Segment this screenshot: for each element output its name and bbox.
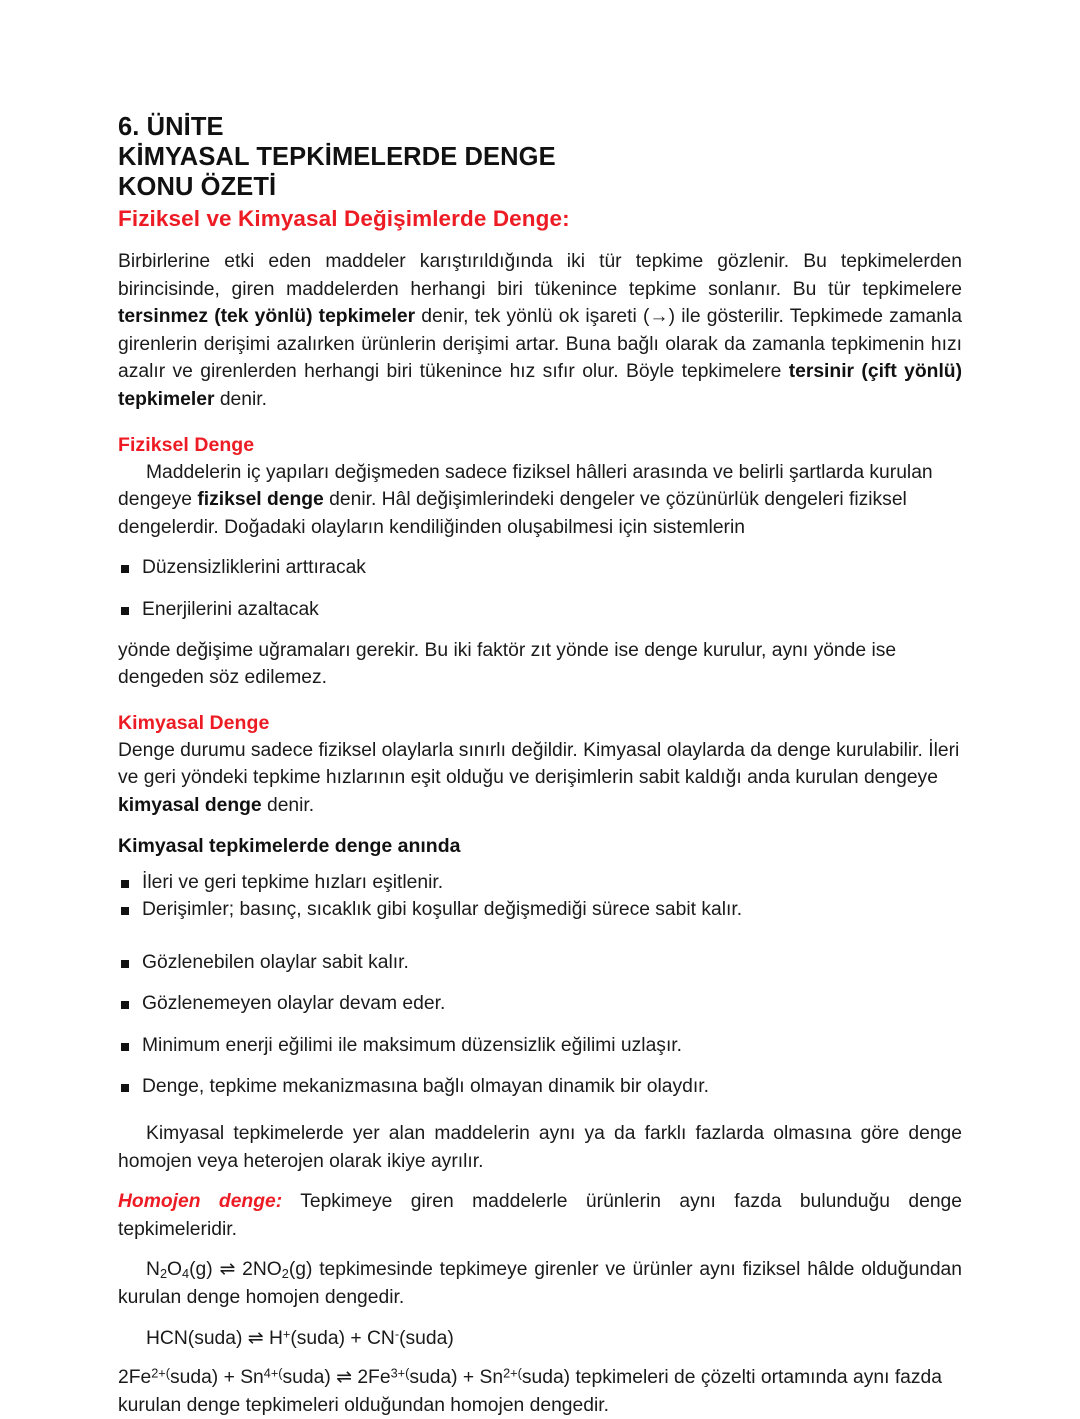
main-heading: Fiziksel ve Kimyasal Değişimlerde Denge:: [118, 206, 570, 231]
intro-text-3: denir.: [214, 388, 267, 410]
list-item-label: Derişimler; basınç, sıcaklık gibi koşullar değişmediği sürece sabit kalır.: [142, 899, 743, 921]
fiziksel-bold-1: fiziksel denge: [197, 489, 324, 511]
document-title-block: [118, 112, 962, 202]
list-item-label: Düzensizliklerini arttıracak: [142, 557, 366, 579]
document-content: [118, 112, 962, 1419]
kimyasal-denge-closing: Kimyasal tepkimelerde yer alan maddelerin aynı ya da farklı fazlarda olmasına göre denge homojen veya heterojen olarak ikiye ayrılır.: [118, 1123, 962, 1172]
list-item-label: Gözlenemeyen olaylar devam eder.: [142, 993, 446, 1015]
intro-text-2: denir, tek yönlü ok işareti (→) ile gösterilir. Tepkimede zamanla girenlerin derişimi azalırken ürünlerin derişimi artar. Buna bağlı olarak da zamanla tepkimenin hızı azalır ve girenlerden herhangi biri tükenince hız sıfır olur. Böyle tepkimelere: [118, 306, 962, 383]
kimyasal-text-1: Denge durumu sadece fiziksel olaylarla sınırlı değildir. Kimyasal olaylarda da denge kurulabilir. İleri ve geri yöndeki tepkime hızlarının eşit olduğu ve derişimlerin sabit kaldığı anda kurulan dengeye: [118, 739, 960, 789]
heading-fiziksel-denge: Fiziksel Denge: [118, 433, 255, 456]
heading-kimyasal-denge: Kimyasal Denge: [118, 711, 270, 734]
square-bullet-icon: [121, 1084, 129, 1092]
homojen-example-2: [118, 1325, 962, 1353]
fiziksel-denge-closing: yönde değişime uğramaları gerekir. Bu iki faktör zıt yönde ise denge kurulur, aynı yönde ise dengeden söz edilemez.: [118, 639, 897, 689]
kimyasal-denge-bullet-list: [118, 949, 962, 1101]
list-item: [118, 990, 962, 1018]
list-item: [118, 554, 962, 582]
formula-fe-sn: $2Fe^{2+(}suda$) + $Sn^{4+(}suda$) ⇌ $2Fe^{3+(}suda$) + $Sn^{2+(}suda$): [118, 1365, 571, 1389]
homojen-example-3: [118, 1364, 962, 1419]
square-bullet-icon: [121, 565, 129, 573]
square-bullet-icon: [121, 880, 129, 888]
kimyasal-bold-1: kimyasal denge: [118, 794, 262, 816]
list-item-label: Gözlenebilen olaylar sabit kalır.: [142, 951, 409, 973]
kimyasal-text-2: denir.: [261, 794, 315, 816]
list-item: [118, 896, 962, 924]
square-bullet-icon: [121, 960, 129, 968]
square-bullet-icon: [121, 907, 129, 915]
fiziksel-text-2: denir. Hâl değişimlerindeki dengeler ve çözünürlük dengeleri fiziksel dengelerdir. Doğadaki olayların kendiliğinden oluşabilmesi için sistemlerin: [118, 489, 907, 538]
homojen-denge-text: Tepkimeye giren maddelerle ürünlerin aynı fazda bulunduğu denge tepkimeleridir.: [118, 1191, 962, 1240]
intro-bold-2: tersinir (çift yönlü) tepkimeler: [118, 361, 962, 410]
list-item-label: Enerjilerini azaltacak: [142, 598, 319, 620]
list-item: [118, 1032, 962, 1060]
spacer: [118, 937, 962, 949]
homojen-denge-definition: [118, 1188, 962, 1243]
homojen-example-3-text: tepkimeleri de çözelti ortamında aynı fazda kurulan denge tepkimeleri olduğundan homojen dengedir.: [118, 1367, 942, 1416]
equilibrium-arrow-icon: ⇌: [336, 1367, 352, 1389]
kimyasal-denge-paragraph: [118, 737, 962, 820]
intro-paragraph: [118, 248, 962, 414]
square-bullet-icon: [121, 1043, 129, 1051]
kimyasal-denge-bullet-list-dense: [118, 869, 962, 924]
homojen-example-1: [118, 1256, 962, 1311]
fiziksel-denge-paragraph: [118, 459, 962, 542]
homojen-denge-label: Homojen denge:: [118, 1191, 283, 1213]
list-item-label: İleri ve geri tepkime hızları eşitlenir.: [142, 871, 444, 893]
list-item: [118, 596, 962, 624]
intro-text-1: Birbirlerine etki eden maddeler karıştırıldığında iki tür tepkime gözlenir. Bu tepkimelerden birincisinde, giren maddelerden herhangi biri tükenince tepkime sonlanır. Bu tür tepkimelere: [118, 251, 962, 300]
subheading-denge-aninda: Kimyasal tepkimelerde denge anında: [118, 834, 461, 857]
unit-label: 6. ÜNİTE: [118, 113, 224, 141]
list-item: [118, 869, 962, 897]
formula-n2o4: $N_2O_4(g)$ ⇌ $2NO_2(g)$: [146, 1259, 313, 1282]
square-bullet-icon: [121, 1001, 129, 1009]
formula-hcn: HCN(suda) ⇌ H+(suda) + CN-(suda): [146, 1325, 454, 1349]
homojen-example-1-text: tepkimesinde tepkimeye girenler ve ürünler aynı fiziksel hâlde olduğundan kurulan denge homojen dengedir.: [118, 1259, 962, 1309]
fiziksel-denge-bullet-list: [118, 554, 962, 623]
list-item: [118, 949, 962, 977]
intro-bold-1: tersinmez (tek yönlü) tepkimeler: [118, 306, 416, 328]
fiziksel-text-1: Maddelerin iç yapıları değişmeden sadece fiziksel hâlleri arasında ve belirli şartlarda kurulan dengeye: [118, 461, 933, 511]
list-item-label: Denge, tepkime mekanizmasına bağlı olmayan dinamik bir olaydır.: [142, 1076, 709, 1098]
document-kind: KONU ÖZETİ: [118, 173, 277, 201]
square-bullet-icon: [121, 607, 129, 615]
equilibrium-arrow-icon: ⇌: [247, 1327, 264, 1349]
unit-title: KİMYASAL TEPKİMELERDE DENGE: [118, 143, 556, 171]
list-item-label: Minimum enerji eğilimi ile maksimum düzensizlik eğilimi uzlaşır.: [142, 1034, 683, 1056]
equilibrium-arrow-icon: ⇌: [219, 1259, 236, 1281]
list-item: [118, 1073, 962, 1101]
